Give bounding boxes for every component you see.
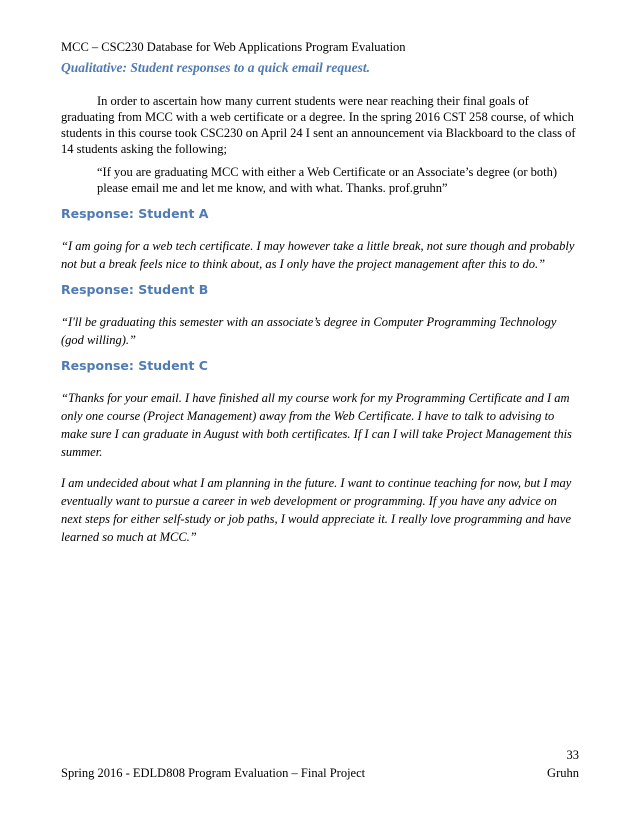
intro-line: 14 students asking the following; — [61, 142, 227, 156]
intro-line: In order to ascertain how many current students were near reaching their final goals of — [97, 94, 529, 108]
response-body-student-b — [61, 313, 586, 349]
response-line: summer. — [61, 445, 103, 459]
response-line: not but a break feels nice to think about, as I only have the project management after this to do.” — [61, 257, 546, 271]
response-line: “I'll be graduating this semester with an associate’s degree in Computer Programming Technology — [61, 315, 557, 329]
response-line: I am undecided about what I am planning in the future. I want to continue teaching for now, but I may — [61, 476, 572, 490]
response-line: next steps for either self-study or job paths, I would appreciate it. I really love programming and have — [61, 512, 571, 526]
response-line: “Thanks for your email. I have finished all my course work for my Programming Certificate and I am — [61, 391, 570, 405]
response-heading-student-c: Response: Student C — [61, 358, 208, 373]
response-line: eventually want to pursue a career in web development or programming. If you have any advice on — [61, 494, 557, 508]
response-line: “I am going for a web tech certificate. I may however take a little break, not sure though and probably — [61, 239, 575, 253]
response-line: learned so much at MCC.” — [61, 530, 197, 544]
response-line: make sure I can graduate in August with both certificates. If I can I will take Project Management this — [61, 427, 572, 441]
response-heading-student-a: Response: Student A — [61, 206, 209, 221]
email-request-quote — [97, 164, 587, 196]
intro-line: graduating from MCC with a web certificate or a degree. In the spring 2016 CST 258 course, of which — [61, 110, 574, 124]
response-body-student-c — [61, 389, 586, 461]
page-header: MCC – CSC230 Database for Web Applications Program Evaluation — [61, 40, 406, 54]
response-line: only one course (Project Management) away from the Web Certificate. I have to talk to advising to — [61, 409, 555, 423]
footer-author: Gruhn — [547, 766, 579, 780]
response-line: (god willing).” — [61, 333, 137, 347]
section-title: Qualitative: Student responses to a quick email request. — [61, 60, 371, 75]
response-body-student-a — [61, 237, 586, 273]
footer-left-text: Spring 2016 - EDLD808 Program Evaluation – Final Project — [61, 766, 366, 780]
response-heading-student-b: Response: Student B — [61, 282, 209, 297]
page-number: 33 — [566, 748, 579, 762]
intro-paragraph — [61, 93, 581, 157]
quote-line: “If you are graduating MCC with either a Web Certificate or an Associate’s degree (or both) — [97, 165, 558, 179]
response-body-student-c-continued — [61, 474, 586, 546]
quote-line: please email me and let me know, and with what. Thanks. prof.gruhn” — [97, 181, 448, 195]
intro-line: students in this course took CSC230 on April 24 I sent an announcement via Blackboard to the class of — [61, 126, 576, 140]
